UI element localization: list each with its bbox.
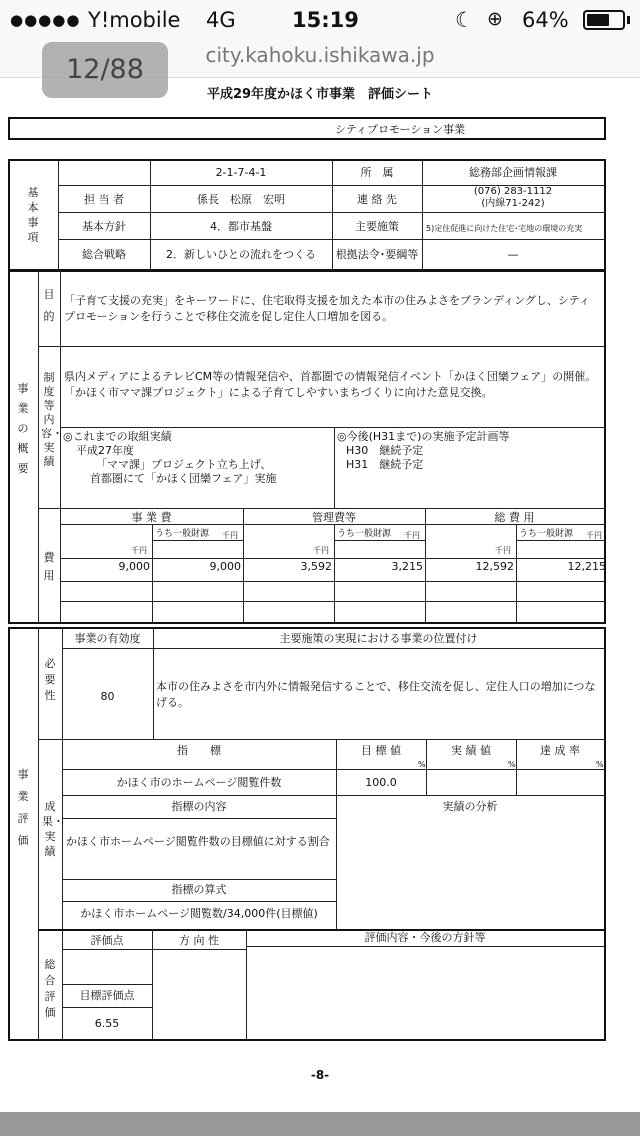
overview-section-label: 事業の概要 [17,382,29,475]
page-indicator: 12/88 [42,42,168,98]
cost-value: 3,215 [391,560,423,573]
position-label: 主要施策の実現における事業の位置付け [279,632,478,645]
future-heading: ◎今後(H31まで)の実施予定計画等 [337,430,510,443]
comment-header: 評価内容・今後の方針等 [364,931,486,944]
past-line-3: 首都圏にて「かほく団欒フェア」実施 [90,472,277,485]
effectiveness-label: 事業の有効度 [74,632,141,645]
evaluation-sheet [0,79,640,1109]
unit-2: 千円 [404,531,420,540]
target-value: 100.0 [365,776,397,789]
sub-label-3: うち一般財源 [519,529,574,539]
dept-label: 所 属 [360,166,394,179]
percent-3: % [596,760,604,769]
battery-percent: 64% [522,8,569,32]
strategy-value: 2．新しいひとの流れをつくる [166,248,316,261]
system-label: 制度等内容・実績 [41,371,63,468]
project-name: シティプロモーション事業 [334,123,466,136]
purpose-text: 「子育て支援の充実」をキーワードに、住宅取得支援を加えた本市の住みよさをブランディングし、シティプロモーションを行うことで移住交流を促し定住人口増加を図る。 [64,294,591,323]
actual-header: 実 績 値 [451,744,491,757]
person-label: 担 当 者 [84,193,124,206]
cost-header-admin: 管理費等 [312,511,356,524]
battery-tip [627,16,630,24]
direction-header: 方 向 性 [179,934,219,947]
contact-extension: (内線71-242) [481,198,545,209]
signal-strength-icon: ●●●●● [10,11,81,29]
position-text: 本市の住みよさを市内外に情報発信することで、移住交流を促し、定住人口の増加につなげる。 [156,680,596,709]
indicator-header: 指 標 [177,744,221,757]
cost-value: 12,215 [567,560,606,573]
cost-header-project: 事 業 費 [131,511,172,524]
results-label: 成果・実績 [42,800,64,858]
pdf-page [0,79,640,1109]
orientation-lock-icon: ⊕ [487,8,503,30]
past-heading: ◎これまでの取組実績 [63,430,172,443]
sub-label-2: うち一般財源 [337,529,392,539]
necessity-label: 必要性 [44,657,56,702]
unit-5: 千円 [313,546,329,555]
percent-2: % [508,760,516,769]
system-text: 県内メディアによるテレビCM等の情報発信や、首都圏での情報発信イベント「かほく団欒フェア」の開催。「かほく市ママ課プロジェクト」による子育てしやすいまちづくりに向けた意見交換。 [64,370,597,399]
analysis-header: 実績の分析 [442,800,498,813]
address-bar[interactable]: city.kahoku.ishikawa.jp [0,40,640,78]
unit-3: 千円 [586,531,602,540]
indicator-content: かほく市ホームページ閲覧件数の目標値に対する割合 [66,835,330,848]
score-header: 評価点 [90,934,124,947]
evaluation-section-label: 事業評価 [17,768,29,847]
network-label: 4G [206,8,236,32]
unit-4: 千円 [131,546,147,555]
policy-value: 4．都市基盤 [210,220,272,233]
past-line-1: 平成27年度 [76,444,134,457]
bottom-toolbar-edge [0,1112,640,1136]
code-value: 2-1-7-4-1 [215,166,267,179]
past-line-2: 「ママ課」プロジェクト立ち上げ、 [96,458,272,471]
sub-label-1: うち一般財源 [155,529,210,539]
cost-header-total: 総 費 用 [494,511,535,524]
carrier-label: Y!mobile [88,8,181,32]
cost-label: 費用 [43,551,55,582]
battery-icon [583,10,625,30]
person-value: 係長 松原 宏明 [197,193,285,206]
cost-value: 12,592 [475,560,514,573]
law-value: — [507,248,519,261]
overall-label: 総合評価 [44,958,56,1019]
unit-1: 千円 [222,531,238,540]
target-score-label: 目標評価点 [79,989,135,1002]
law-label: 根拠法令･要綱等 [335,248,419,261]
indicator-value: かほく市のホームページ閲覧件数 [116,776,282,789]
status-bar [0,0,640,40]
indicator-content-header: 指標の内容 [171,800,227,813]
dept-value: 総務部企画情報課 [469,166,557,179]
percent-1: % [418,760,426,769]
cost-value: 3,592 [300,560,332,573]
basic-section-label: 基本事項 [27,186,39,244]
formula-header: 指標の算式 [171,883,227,896]
page-number: -8- [310,1068,330,1082]
battery-fill [587,14,609,26]
effectiveness-value: 80 [100,690,115,703]
contact-phone: (076) 283-1112 [473,186,553,197]
unit-6: 千円 [495,546,511,555]
target-score-value: 6.55 [94,1017,120,1030]
measure-label: 主要施策 [355,220,399,233]
future-line-2: H31 継続予定 [346,458,424,471]
moon-icon: ☾ [455,8,474,32]
target-header: 目 標 値 [361,744,401,757]
future-line-1: H30 継続予定 [346,444,424,457]
document-title: 平成29年度かほく市事業 評価シート [206,87,434,102]
strategy-label: 総合戦略 [82,248,126,261]
policy-label: 基本方針 [82,220,126,233]
contact-label: 連 絡 先 [357,193,397,206]
cost-value: 9,000 [209,560,241,573]
purpose-label: 目的 [43,288,55,323]
achievement-header: 達 成 率 [540,744,580,757]
clock: 15:19 [292,8,359,32]
measure-value: 5)定住促進に向けた住宅･宅地の環境の充実 [426,224,583,233]
cost-value: 9,000 [118,560,150,573]
formula-text: かほく市ホームページ閲覧数/34,000件(目標値) [80,907,318,920]
